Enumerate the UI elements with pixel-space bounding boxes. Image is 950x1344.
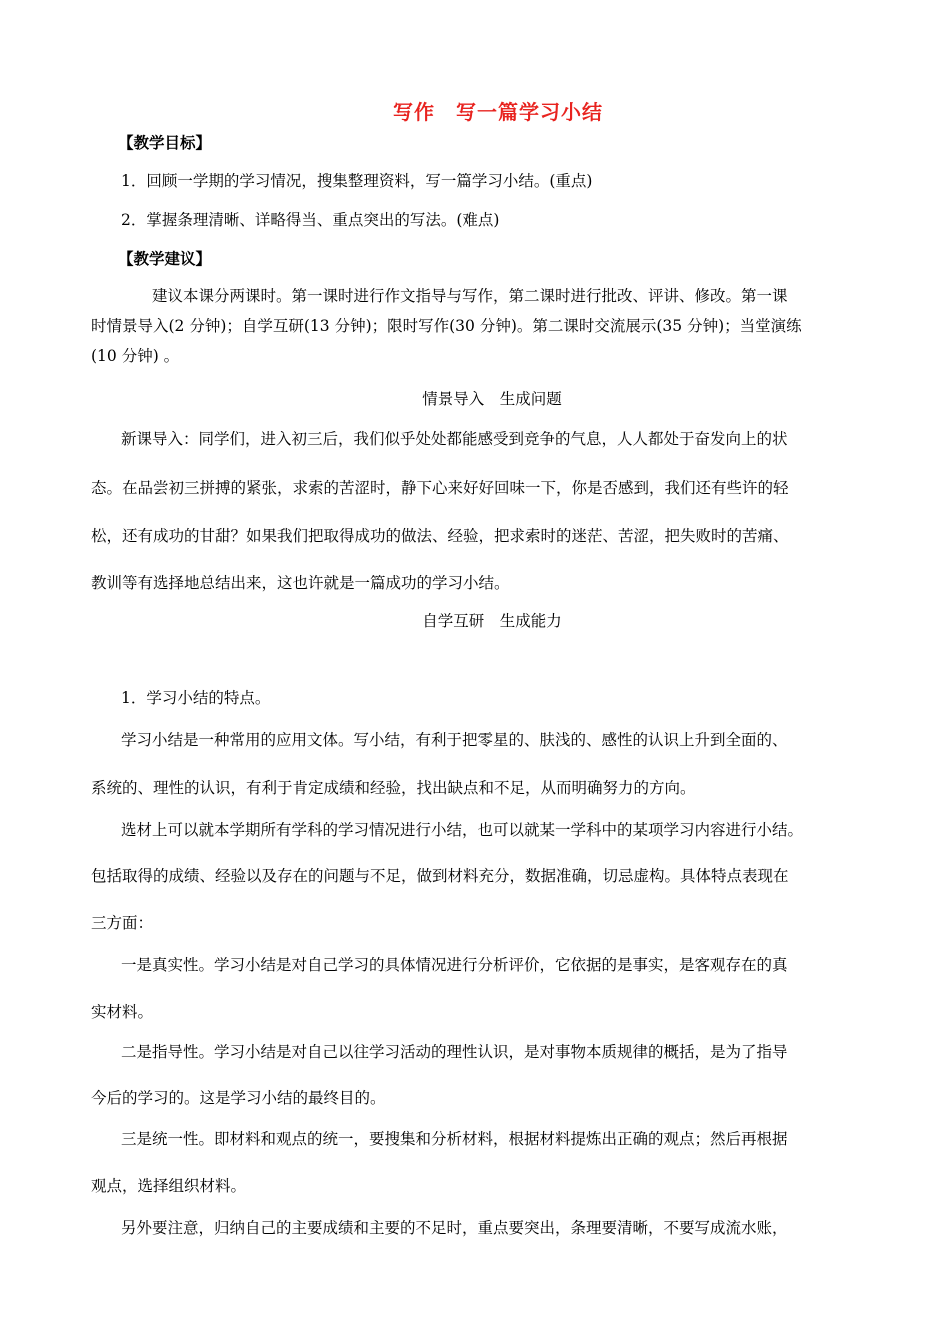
section-heading-intro: 情景导入 生成问题: [422, 390, 562, 408]
suggestions-heading: 【教学建议】: [118, 249, 212, 268]
objective-item-2: 2．掌握条理清晰、详略得当、重点突出的写法。(难点): [121, 211, 500, 229]
paragraph-line: 实材料。: [91, 1003, 154, 1021]
suggestions-line: 时情景导入(2 分钟)；自学互研(13 分钟)；限时写作(30 分钟)。第二课时交流展示(35 分钟)；当堂演练: [91, 317, 802, 335]
paragraph-line: 今后的学习的。这是学习小结的最终目的。: [91, 1089, 386, 1107]
suggestions-line: (10 分钟) 。: [91, 347, 180, 365]
list-item-heading: 1．学习小结的特点。: [121, 689, 271, 707]
suggestions-line: 建议本课分两课时。第一课时进行作文指导与写作，第二课时进行批改、评讲、修改。第一课: [152, 287, 788, 305]
paragraph-line: 态。在品尝初三拼搏的紧张，求索的苦涩时，静下心来好好回味一下，你是否感到，我们还有些许的轻: [91, 479, 789, 497]
section-heading-selfstudy: 自学互研 生成能力: [422, 612, 562, 630]
objective-item-1: 1．回顾一学期的学习情况，搜集整理资料，写一篇学习小结。(重点): [121, 172, 593, 190]
paragraph-line: 三方面：: [91, 914, 154, 932]
paragraph-line: 学习小结是一种常用的应用文体。写小结，有利于把零星的、肤浅的、感性的认识上升到全面的、: [121, 731, 788, 749]
objectives-heading: 【教学目标】: [118, 133, 212, 152]
paragraph-line: 三是统一性。即材料和观点的统一，要搜集和分析材料，根据材料提炼出正确的观点；然后再根据: [121, 1130, 788, 1148]
paragraph-line: 观点，选择组织材料。: [91, 1177, 247, 1195]
paragraph-line: 教训等有选择地总结出来，这也许就是一篇成功的学习小结。: [91, 574, 510, 592]
paragraph-line: 新课导入：同学们，进入初三后，我们似乎处处都能感受到竞争的气息，人人都处于奋发向上的状: [121, 430, 788, 448]
paragraph-line: 松，还有成功的甘甜？如果我们把取得成功的做法、经验，把求索时的迷茫、苦涩，把失败时的苦痛、: [91, 527, 789, 545]
paragraph-line: 二是指导性。学习小结是对自己以往学习活动的理性认识，是对事物本质规律的概括，是为了指导: [121, 1043, 788, 1061]
paragraph-line: 包括取得的成绩、经验以及存在的问题与不足，做到材料充分，数据准确，切忌虚构。具体特点表现在: [91, 867, 789, 885]
paragraph-line: 系统的、理性的认识，有利于肯定成绩和经验，找出缺点和不足，从而明确努力的方向。: [91, 779, 696, 797]
paragraph-line: 另外要注意，归纳自己的主要成绩和主要的不足时，重点要突出，条理要清晰，不要写成流水账，: [121, 1219, 788, 1237]
paragraph-line: 一是真实性。学习小结是对自己学习的具体情况进行分析评价，它依据的是事实，是客观存在的真: [121, 956, 788, 974]
paragraph-line: 选材上可以就本学期所有学科的学习情况进行小结，也可以就某一学科中的某项学习内容进行小结。: [121, 821, 804, 839]
document-title: 写作 写一篇学习小结: [393, 100, 603, 124]
